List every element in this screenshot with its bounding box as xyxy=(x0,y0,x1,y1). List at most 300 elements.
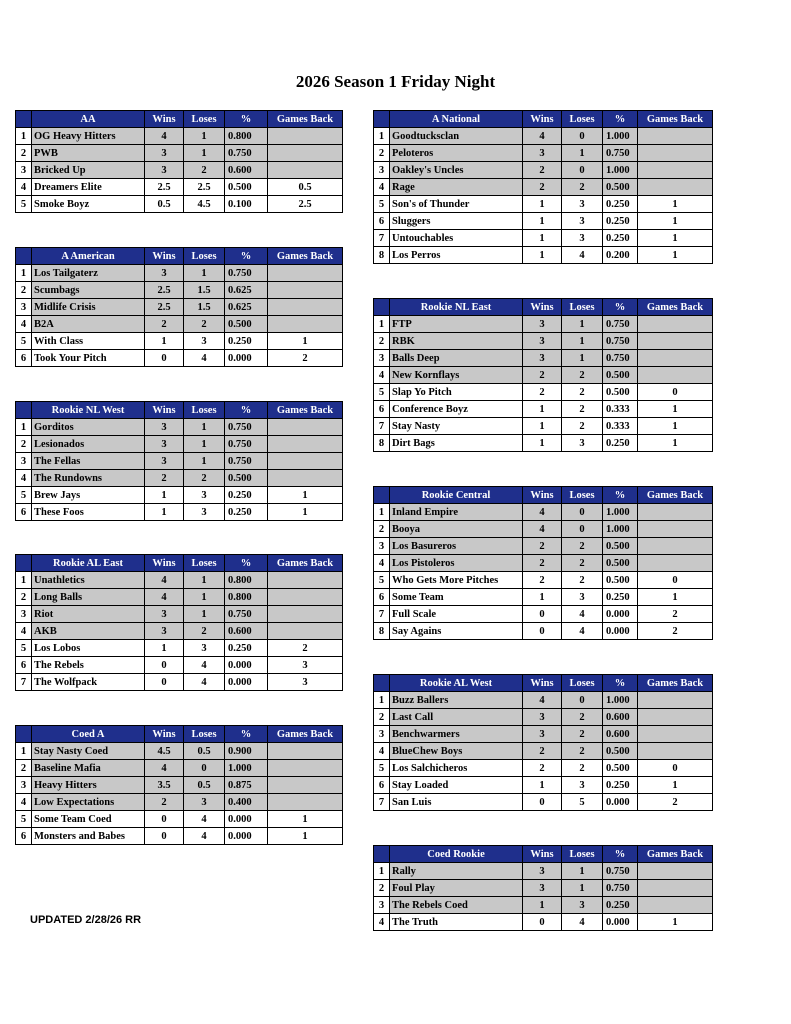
wins-cell: 2 xyxy=(145,794,184,811)
pct-cell: 0.500 xyxy=(603,743,638,760)
pct-cell: 0.250 xyxy=(603,897,638,914)
table-row xyxy=(16,606,343,623)
team-name-cell: Goodtucksclan xyxy=(390,128,523,145)
pct-cell: 0.500 xyxy=(603,179,638,196)
games-back-cell xyxy=(268,282,343,299)
wins-cell: 1 xyxy=(523,247,562,264)
team-name-cell: Oakley's Uncles xyxy=(390,162,523,179)
games-back-cell: 2 xyxy=(638,794,713,811)
loses-cell: 1 xyxy=(562,145,603,162)
wins-cell: 0 xyxy=(145,350,184,367)
rank-cell: 1 xyxy=(16,743,32,760)
team-name-cell: Rage xyxy=(390,179,523,196)
loses-cell: 1 xyxy=(184,145,225,162)
rank-cell: 4 xyxy=(374,179,390,196)
updated-note: UPDATED 2/28/26 RR xyxy=(30,914,142,926)
rank-cell: 6 xyxy=(16,350,32,367)
games-back-cell xyxy=(268,572,343,589)
division-name: Rookie NL West xyxy=(32,402,145,419)
header-corner xyxy=(374,846,390,863)
pct-cell: 0.625 xyxy=(225,282,268,299)
games-back-cell: 1 xyxy=(638,247,713,264)
loses-cell: 1 xyxy=(562,863,603,880)
rank-cell: 5 xyxy=(374,196,390,213)
games-back-cell xyxy=(268,316,343,333)
header-corner xyxy=(16,555,32,572)
table-row xyxy=(374,179,713,196)
table-row xyxy=(16,128,343,145)
table-row xyxy=(16,487,343,504)
team-name-cell: Who Gets More Pitches xyxy=(390,572,523,589)
table-row xyxy=(374,572,713,589)
rank-cell: 2 xyxy=(16,589,32,606)
header-row xyxy=(16,248,343,265)
games-back-cell xyxy=(638,743,713,760)
wins-cell: 1 xyxy=(145,504,184,521)
table-row xyxy=(374,401,713,418)
wins-cell: 1 xyxy=(523,897,562,914)
loses-cell: 0.5 xyxy=(184,743,225,760)
team-name-cell: The Rundowns xyxy=(32,470,145,487)
table-row xyxy=(16,794,343,811)
games-back-cell xyxy=(638,162,713,179)
wins-cell: 4 xyxy=(523,692,562,709)
wins-cell: 2 xyxy=(523,743,562,760)
division-name: A American xyxy=(32,248,145,265)
games-back-cell: 0 xyxy=(638,572,713,589)
table-row xyxy=(374,230,713,247)
pct-cell: 0.250 xyxy=(603,777,638,794)
games-back-cell xyxy=(638,521,713,538)
wins-cell: 0 xyxy=(523,794,562,811)
wins-cell: 1 xyxy=(523,401,562,418)
team-name-cell: Lesionados xyxy=(32,436,145,453)
wins-header: Wins xyxy=(523,487,562,504)
loses-header: Loses xyxy=(184,555,225,572)
team-name-cell: Say Agains xyxy=(390,623,523,640)
pct-cell: 0.333 xyxy=(603,418,638,435)
pct-cell: 0.800 xyxy=(225,589,268,606)
pct-cell: 1.000 xyxy=(603,521,638,538)
loses-cell: 0 xyxy=(562,521,603,538)
wins-cell: 4 xyxy=(523,521,562,538)
pct-header: % xyxy=(603,111,638,128)
pct-cell: 0.750 xyxy=(225,145,268,162)
games-back-cell xyxy=(268,794,343,811)
wins-cell: 2.5 xyxy=(145,179,184,196)
team-name-cell: BlueChew Boys xyxy=(390,743,523,760)
team-name-cell: FTP xyxy=(390,316,523,333)
games-back-header: Games Back xyxy=(638,111,713,128)
pct-cell: 0.333 xyxy=(603,401,638,418)
wins-cell: 3 xyxy=(145,162,184,179)
rank-cell: 3 xyxy=(374,726,390,743)
table-row xyxy=(16,419,343,436)
wins-cell: 4 xyxy=(145,760,184,777)
wins-cell: 0 xyxy=(523,606,562,623)
table-row xyxy=(16,333,343,350)
team-name-cell: The Fellas xyxy=(32,453,145,470)
rank-cell: 1 xyxy=(16,265,32,282)
table-row xyxy=(16,623,343,640)
wins-cell: 0.5 xyxy=(145,196,184,213)
games-back-cell xyxy=(268,419,343,436)
table-row xyxy=(16,436,343,453)
wins-cell: 4.5 xyxy=(145,743,184,760)
wins-cell: 1 xyxy=(523,777,562,794)
games-back-cell xyxy=(268,760,343,777)
pct-cell: 0.750 xyxy=(603,316,638,333)
loses-cell: 4 xyxy=(184,674,225,691)
games-back-cell: 2 xyxy=(268,350,343,367)
division-name: A National xyxy=(390,111,523,128)
games-back-header: Games Back xyxy=(268,726,343,743)
wins-cell: 3 xyxy=(145,436,184,453)
team-name-cell: Los Tailgaterz xyxy=(32,265,145,282)
rank-cell: 4 xyxy=(374,743,390,760)
loses-cell: 0 xyxy=(184,760,225,777)
loses-cell: 1 xyxy=(184,265,225,282)
rank-cell: 4 xyxy=(16,794,32,811)
loses-cell: 2 xyxy=(562,401,603,418)
pct-cell: 0.000 xyxy=(225,828,268,845)
pct-cell: 1.000 xyxy=(603,692,638,709)
pct-cell: 0.600 xyxy=(603,709,638,726)
table-row xyxy=(374,606,713,623)
header-corner xyxy=(16,726,32,743)
table-row xyxy=(374,435,713,452)
table-row xyxy=(16,299,343,316)
header-corner xyxy=(16,111,32,128)
loses-cell: 4 xyxy=(562,247,603,264)
pct-cell: 0.500 xyxy=(225,316,268,333)
pct-cell: 0.500 xyxy=(603,384,638,401)
wins-cell: 3 xyxy=(523,145,562,162)
pct-cell: 0.500 xyxy=(603,555,638,572)
wins-cell: 1 xyxy=(145,640,184,657)
pct-header: % xyxy=(603,675,638,692)
games-back-cell xyxy=(268,453,343,470)
wins-cell: 3 xyxy=(145,623,184,640)
games-back-cell xyxy=(268,265,343,282)
team-name-cell: The Wolfpack xyxy=(32,674,145,691)
rank-cell: 6 xyxy=(374,777,390,794)
standings-a-american xyxy=(15,247,343,367)
team-name-cell: Los Salchicheros xyxy=(390,760,523,777)
pct-cell: 0.875 xyxy=(225,777,268,794)
pct-cell: 1.000 xyxy=(603,162,638,179)
wins-cell: 0 xyxy=(145,828,184,845)
team-name-cell: Brew Jays xyxy=(32,487,145,504)
wins-header: Wins xyxy=(523,111,562,128)
wins-cell: 3 xyxy=(145,606,184,623)
standings-rookie-al-east xyxy=(15,554,343,691)
rank-cell: 1 xyxy=(16,419,32,436)
pct-cell: 0.500 xyxy=(603,760,638,777)
wins-cell: 2 xyxy=(523,538,562,555)
team-name-cell: Buzz Ballers xyxy=(390,692,523,709)
loses-header: Loses xyxy=(562,299,603,316)
pct-cell: 0.250 xyxy=(603,230,638,247)
table-row xyxy=(374,418,713,435)
pct-cell: 0.250 xyxy=(603,589,638,606)
pct-cell: 0.600 xyxy=(225,623,268,640)
table-row xyxy=(374,914,713,931)
rank-cell: 6 xyxy=(374,213,390,230)
wins-cell: 2 xyxy=(145,470,184,487)
wins-header: Wins xyxy=(523,846,562,863)
team-name-cell: Balls Deep xyxy=(390,350,523,367)
loses-cell: 5 xyxy=(562,794,603,811)
loses-cell: 2 xyxy=(184,623,225,640)
games-back-cell xyxy=(638,367,713,384)
pct-cell: 0.250 xyxy=(225,333,268,350)
team-name-cell: AKB xyxy=(32,623,145,640)
loses-cell: 2 xyxy=(184,470,225,487)
pct-cell: 0.000 xyxy=(225,811,268,828)
rank-cell: 5 xyxy=(374,384,390,401)
header-corner xyxy=(374,675,390,692)
wins-cell: 3 xyxy=(523,350,562,367)
team-name-cell: Some Team Coed xyxy=(32,811,145,828)
team-name-cell: San Luis xyxy=(390,794,523,811)
table-row xyxy=(374,555,713,572)
games-back-header: Games Back xyxy=(268,402,343,419)
wins-cell: 4 xyxy=(145,572,184,589)
table-row xyxy=(16,504,343,521)
wins-cell: 2 xyxy=(523,572,562,589)
table-row xyxy=(374,316,713,333)
loses-cell: 2 xyxy=(562,367,603,384)
loses-cell: 3 xyxy=(184,487,225,504)
table-row xyxy=(16,657,343,674)
division-name: Coed A xyxy=(32,726,145,743)
team-name-cell: Los Basureros xyxy=(390,538,523,555)
rank-cell: 8 xyxy=(374,623,390,640)
rank-cell: 5 xyxy=(374,760,390,777)
team-name-cell: Foul Play xyxy=(390,880,523,897)
team-name-cell: Los Perros xyxy=(390,247,523,264)
wins-cell: 1 xyxy=(145,333,184,350)
loses-cell: 2 xyxy=(562,538,603,555)
table-row xyxy=(374,384,713,401)
wins-cell: 2.5 xyxy=(145,282,184,299)
loses-cell: 2 xyxy=(562,726,603,743)
wins-cell: 2 xyxy=(523,384,562,401)
rank-cell: 7 xyxy=(16,674,32,691)
games-back-cell: 1 xyxy=(638,213,713,230)
wins-cell: 0 xyxy=(145,811,184,828)
loses-header: Loses xyxy=(562,487,603,504)
rank-cell: 4 xyxy=(374,914,390,931)
loses-cell: 2 xyxy=(562,572,603,589)
games-back-cell: 1 xyxy=(638,196,713,213)
pct-cell: 1.000 xyxy=(603,128,638,145)
games-back-header: Games Back xyxy=(638,846,713,863)
table-row xyxy=(16,162,343,179)
rank-cell: 4 xyxy=(16,470,32,487)
pct-cell: 0.000 xyxy=(603,623,638,640)
pct-cell: 0.500 xyxy=(603,572,638,589)
games-back-cell xyxy=(268,299,343,316)
games-back-cell xyxy=(268,743,343,760)
games-back-cell xyxy=(638,350,713,367)
page-title: 2026 Season 1 Friday Night xyxy=(295,72,496,91)
table-row xyxy=(374,196,713,213)
team-name-cell: Benchwarmers xyxy=(390,726,523,743)
team-name-cell: With Class xyxy=(32,333,145,350)
pct-cell: 0.800 xyxy=(225,572,268,589)
table-row xyxy=(374,760,713,777)
table-row xyxy=(16,179,343,196)
loses-cell: 1 xyxy=(562,350,603,367)
loses-cell: 4.5 xyxy=(184,196,225,213)
table-row xyxy=(374,692,713,709)
table-row xyxy=(16,282,343,299)
table-row xyxy=(16,743,343,760)
loses-cell: 2 xyxy=(562,418,603,435)
rank-cell: 6 xyxy=(16,828,32,845)
rank-cell: 7 xyxy=(374,418,390,435)
pct-cell: 0.750 xyxy=(603,880,638,897)
team-name-cell: Riot xyxy=(32,606,145,623)
pct-cell: 0.500 xyxy=(225,179,268,196)
pct-header: % xyxy=(603,299,638,316)
wins-header: Wins xyxy=(145,111,184,128)
pct-cell: 0.750 xyxy=(225,265,268,282)
rank-cell: 1 xyxy=(374,692,390,709)
pct-header: % xyxy=(225,402,268,419)
team-name-cell: Rally xyxy=(390,863,523,880)
loses-header: Loses xyxy=(184,402,225,419)
loses-cell: 4 xyxy=(562,606,603,623)
header-row xyxy=(374,846,713,863)
rank-cell: 5 xyxy=(16,487,32,504)
pct-cell: 0.000 xyxy=(603,606,638,623)
table-row xyxy=(16,316,343,333)
table-row xyxy=(374,145,713,162)
wins-cell: 0 xyxy=(523,914,562,931)
rank-cell: 1 xyxy=(374,863,390,880)
loses-cell: 1 xyxy=(562,880,603,897)
games-back-cell: 1 xyxy=(638,418,713,435)
team-name-cell: Los Pistoleros xyxy=(390,555,523,572)
team-name-cell: Full Scale xyxy=(390,606,523,623)
pct-cell: 0.200 xyxy=(603,247,638,264)
team-name-cell: OG Heavy Hitters xyxy=(32,128,145,145)
wins-cell: 3.5 xyxy=(145,777,184,794)
rank-cell: 5 xyxy=(16,196,32,213)
pct-header: % xyxy=(225,248,268,265)
rank-cell: 6 xyxy=(374,401,390,418)
games-back-cell xyxy=(268,162,343,179)
pct-cell: 1.000 xyxy=(603,504,638,521)
loses-cell: 3 xyxy=(562,435,603,452)
team-name-cell: Monsters and Babes xyxy=(32,828,145,845)
table-row xyxy=(16,589,343,606)
loses-cell: 4 xyxy=(184,350,225,367)
wins-cell: 4 xyxy=(145,589,184,606)
loses-cell: 2 xyxy=(184,162,225,179)
wins-header: Wins xyxy=(145,248,184,265)
loses-cell: 0.5 xyxy=(184,777,225,794)
games-back-header: Games Back xyxy=(268,111,343,128)
loses-cell: 3 xyxy=(562,230,603,247)
rank-cell: 3 xyxy=(374,897,390,914)
rank-cell: 3 xyxy=(16,777,32,794)
pct-header: % xyxy=(603,487,638,504)
standings-rookie-al-west xyxy=(373,674,713,811)
loses-cell: 1 xyxy=(184,589,225,606)
wins-cell: 3 xyxy=(523,709,562,726)
pct-cell: 0.250 xyxy=(225,504,268,521)
team-name-cell: Long Balls xyxy=(32,589,145,606)
rank-cell: 5 xyxy=(16,811,32,828)
games-back-cell xyxy=(638,504,713,521)
games-back-cell xyxy=(638,863,713,880)
rank-cell: 2 xyxy=(16,760,32,777)
wins-cell: 2 xyxy=(523,179,562,196)
loses-cell: 1.5 xyxy=(184,299,225,316)
games-back-cell xyxy=(268,623,343,640)
table-row xyxy=(16,453,343,470)
pct-header: % xyxy=(225,111,268,128)
wins-cell: 3 xyxy=(523,316,562,333)
table-row xyxy=(16,470,343,487)
wins-cell: 1 xyxy=(523,418,562,435)
team-name-cell: The Rebels xyxy=(32,657,145,674)
loses-cell: 3 xyxy=(562,897,603,914)
table-row xyxy=(374,367,713,384)
loses-cell: 3 xyxy=(562,196,603,213)
rank-cell: 7 xyxy=(374,230,390,247)
wins-cell: 2 xyxy=(145,316,184,333)
pct-cell: 0.750 xyxy=(603,350,638,367)
header-row xyxy=(374,111,713,128)
header-row xyxy=(16,555,343,572)
table-row xyxy=(374,504,713,521)
loses-cell: 1 xyxy=(184,436,225,453)
rank-cell: 3 xyxy=(16,162,32,179)
table-row xyxy=(374,726,713,743)
standings-rookie-nl-west xyxy=(15,401,343,521)
pct-cell: 0.750 xyxy=(225,453,268,470)
header-corner xyxy=(16,248,32,265)
games-back-cell xyxy=(268,777,343,794)
division-name: Rookie Central xyxy=(390,487,523,504)
wins-header: Wins xyxy=(523,299,562,316)
loses-cell: 4 xyxy=(562,623,603,640)
wins-cell: 0 xyxy=(145,674,184,691)
team-name-cell: The Truth xyxy=(390,914,523,931)
table-row xyxy=(374,162,713,179)
table-row xyxy=(16,145,343,162)
games-back-cell: 1 xyxy=(638,230,713,247)
pct-cell: 1.000 xyxy=(225,760,268,777)
table-row xyxy=(16,350,343,367)
games-back-cell: 1 xyxy=(638,914,713,931)
wins-cell: 1 xyxy=(523,196,562,213)
table-row xyxy=(374,897,713,914)
pct-cell: 0.500 xyxy=(225,470,268,487)
rank-cell: 4 xyxy=(374,555,390,572)
table-row xyxy=(374,589,713,606)
games-back-cell: 1 xyxy=(268,504,343,521)
team-name-cell: New Kornflays xyxy=(390,367,523,384)
table-row xyxy=(374,709,713,726)
games-back-cell xyxy=(638,316,713,333)
table-row xyxy=(16,760,343,777)
